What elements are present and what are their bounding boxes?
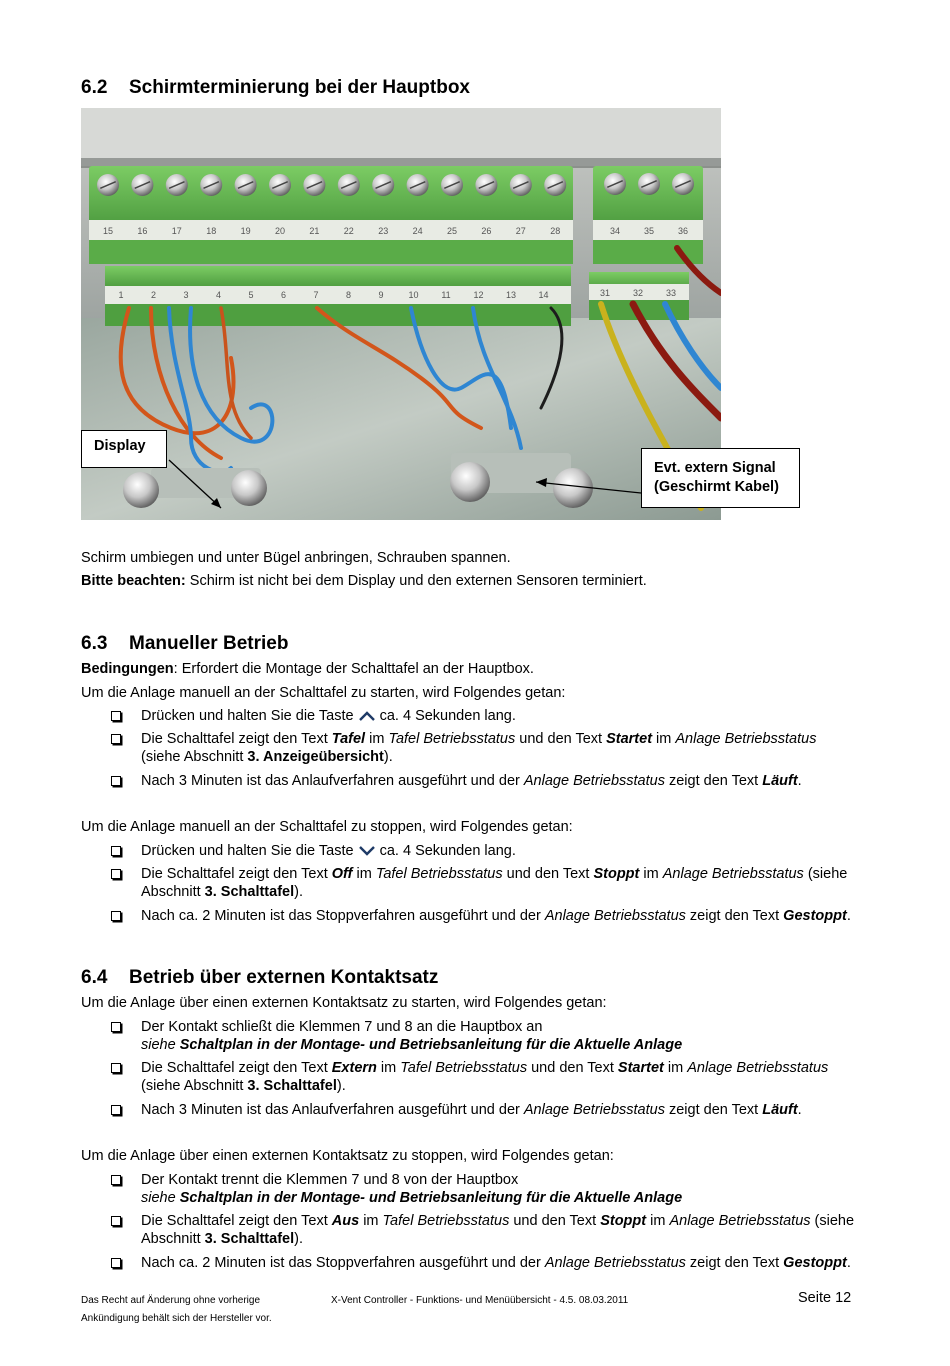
terminal-number-19: 19 [240, 226, 251, 236]
screw-bottom-3 [450, 462, 490, 502]
terminal-number-35: 35 [643, 226, 655, 236]
list-item: Die Schalttafel zeigt den Text Tafel im Tafel Betriebsstatus und den Text Startet im Anlage Betriebsstatus (siehe Abschnitt 3. Anzeigeübersicht). [111, 730, 901, 766]
terminal-number-27: 27 [515, 226, 526, 236]
terminal-number-22: 22 [343, 226, 354, 236]
list-item: Nach ca. 2 Minuten ist das Stoppverfahren ausgeführt und der Anlage Betriebsstatus zeigt den Text Gestoppt. [111, 907, 901, 925]
terminal-number-9: 9 [378, 290, 384, 300]
paragraph-manual-stop-intro: Um die Anlage manuell an der Schalttafel zu stoppen, wird Folgendes getan: [81, 819, 573, 835]
paragraph-shield-instruction: Schirm umbiegen und unter Bügel anbringen, Schrauben spannen. [81, 550, 511, 566]
terminal-number-32: 32 [632, 288, 644, 298]
list-item: Nach 3 Minuten ist das Anlaufverfahren ausgeführt und der Anlage Betriebsstatus zeigt den Text Läuft. [111, 772, 901, 790]
section-heading-6-3: 6.3 Manueller Betrieb [81, 633, 289, 654]
terminal-number-34: 34 [609, 226, 621, 236]
terminal-number-21: 21 [309, 226, 320, 236]
number-strip-top [89, 220, 573, 240]
terminal-number-14: 14 [538, 290, 549, 300]
terminal-number-28: 28 [550, 226, 561, 236]
checkbox-bullet-icon [111, 869, 121, 879]
screw-bottom-1 [123, 472, 159, 508]
checkbox-bullet-icon [111, 734, 121, 744]
terminal-number-4: 4 [215, 290, 222, 300]
terminal-number-2: 2 [150, 290, 157, 300]
footer-disclaimer-line-1: Das Recht auf Änderung ohne vorherige [81, 1295, 261, 1306]
footer-document-title: X-Vent Controller - Funktions- und Menüübersicht - 4.5. 08.03.2011 [331, 1295, 629, 1306]
checkbox-bullet-icon [111, 1216, 121, 1226]
callout-signal-line-1: Evt. extern Signal [654, 460, 776, 476]
list-item: Der Kontakt schließt die Klemmen 7 und 8 an die Hauptbox an siehe Schaltplan in der Montage- und Betriebsanleitung für die Aktuelle Anlage [111, 1018, 901, 1054]
checkbox-bullet-icon [111, 776, 121, 786]
number-strip-bottom [105, 286, 571, 304]
section-heading-6-4: 6.4 Betrieb über externen Kontaktsatz [81, 967, 439, 988]
callout-display: Display [81, 430, 167, 468]
page-number: Seite 12 [798, 1290, 852, 1306]
checkbox-bullet-icon [111, 846, 121, 856]
terminal-block-bottom [105, 266, 571, 288]
paragraph-external-stop-intro: Um die Anlage über einen externen Kontaktsatz zu stoppen, wird Folgendes getan: [81, 1148, 614, 1164]
terminal-block-top [89, 166, 573, 228]
terminal-number-6: 6 [280, 290, 287, 300]
checkbox-bullet-icon [111, 1175, 121, 1185]
checkbox-bullet-icon [111, 1105, 121, 1115]
terminal-number-36: 36 [677, 226, 689, 236]
terminal-number-23: 23 [378, 226, 389, 236]
note-text: Schirm ist nicht bei dem Display und den externen Sensoren terminiert. [185, 573, 647, 589]
list-item: Drücken und halten Sie die Taste ca. 4 Sekunden lang. [111, 707, 901, 725]
terminal-number-24: 24 [412, 226, 423, 236]
chevron-down-icon [358, 845, 376, 857]
footer-disclaimer-line-2: Ankündigung behält sich der Hersteller vor. [81, 1313, 272, 1324]
terminal-number-13: 13 [505, 290, 517, 300]
checkbox-bullet-icon [111, 1063, 121, 1073]
paragraph-manual-start-intro: Um die Anlage manuell an der Schalttafel zu starten, wird Folgendes getan: [81, 685, 566, 701]
callout-signal-line-2: (Geschirmt Kabel) [654, 479, 779, 495]
terminal-number-31: 31 [599, 288, 611, 298]
terminal-number-16: 16 [137, 226, 148, 236]
terminal-photo [81, 108, 721, 520]
list-item: Die Schalttafel zeigt den Text Off im Tafel Betriebsstatus und den Text Stoppt im Anlage Betriebsstatus (siehe Abschnitt 3. Schalttafel). [111, 865, 901, 901]
terminal-number-11: 11 [441, 290, 451, 300]
chevron-up-icon [358, 710, 376, 722]
terminal-number-20: 20 [274, 226, 286, 236]
terminal-number-10: 10 [408, 290, 419, 300]
checkbox-bullet-icon [111, 911, 121, 921]
terminal-number-33: 33 [665, 288, 677, 298]
terminal-number-25: 25 [446, 226, 458, 236]
list-item: Nach 3 Minuten ist das Anlaufverfahren ausgeführt und der Anlage Betriebsstatus zeigt den Text Läuft. [111, 1101, 901, 1119]
terminal-number-3: 3 [183, 290, 189, 300]
list-item: Die Schalttafel zeigt den Text Extern im Tafel Betriebsstatus und den Text Startet im Anlage Betriebsstatus (siehe Abschnitt 3. Schalttafel). [111, 1059, 901, 1095]
checkbox-bullet-icon [111, 711, 121, 721]
terminal-number-7: 7 [313, 290, 319, 300]
paragraph-note [81, 572, 647, 590]
list-item: Der Kontakt trennt die Klemmen 7 und 8 von der Hauptbox siehe Schaltplan in der Montage- und Betriebsanleitung für die Aktuelle Anlage [111, 1171, 901, 1207]
terminal-number-5: 5 [248, 290, 254, 300]
paragraph-conditions [81, 660, 534, 678]
screw-bottom-2 [231, 470, 267, 506]
terminal-number-18: 18 [206, 226, 217, 236]
terminal-number-8: 8 [345, 290, 352, 300]
enclosure-top [81, 108, 721, 166]
screw-bottom-4 [553, 468, 593, 508]
section-heading-6-2: 6.2 Schirmterminierung bei der Hauptbox [81, 77, 470, 98]
callout-external-signal [641, 448, 800, 508]
note-label: Bitte beachten: [81, 573, 186, 589]
terminal-number-1: 1 [118, 290, 124, 300]
terminal-number-15: 15 [102, 226, 114, 236]
checkbox-bullet-icon [111, 1258, 121, 1268]
list-item: Die Schalttafel zeigt den Text Aus im Tafel Betriebsstatus und den Text Stoppt im Anlage Betriebsstatus (siehe Abschnitt 3. Schalttafel). [111, 1212, 901, 1248]
conditions-label: Bedingungen [81, 661, 174, 677]
list-item: Drücken und halten Sie die Taste ca. 4 Sekunden lang. [111, 842, 901, 860]
list-item: Nach ca. 2 Minuten ist das Stoppverfahren ausgeführt und der Anlage Betriebsstatus zeigt den Text Gestoppt. [111, 1254, 901, 1272]
checkbox-bullet-icon [111, 1022, 121, 1032]
terminal-photo-svg [81, 108, 721, 520]
paragraph-external-start-intro: Um die Anlage über einen externen Kontaktsatz zu starten, wird Folgendes getan: [81, 995, 607, 1011]
terminal-number-12: 12 [473, 290, 484, 300]
conditions-text: : Erfordert die Montage der Schalttafel an der Hauptbox. [173, 661, 534, 677]
terminal-number-17: 17 [171, 226, 182, 236]
terminal-number-26: 26 [481, 226, 492, 236]
terminal-body-top [89, 240, 573, 264]
